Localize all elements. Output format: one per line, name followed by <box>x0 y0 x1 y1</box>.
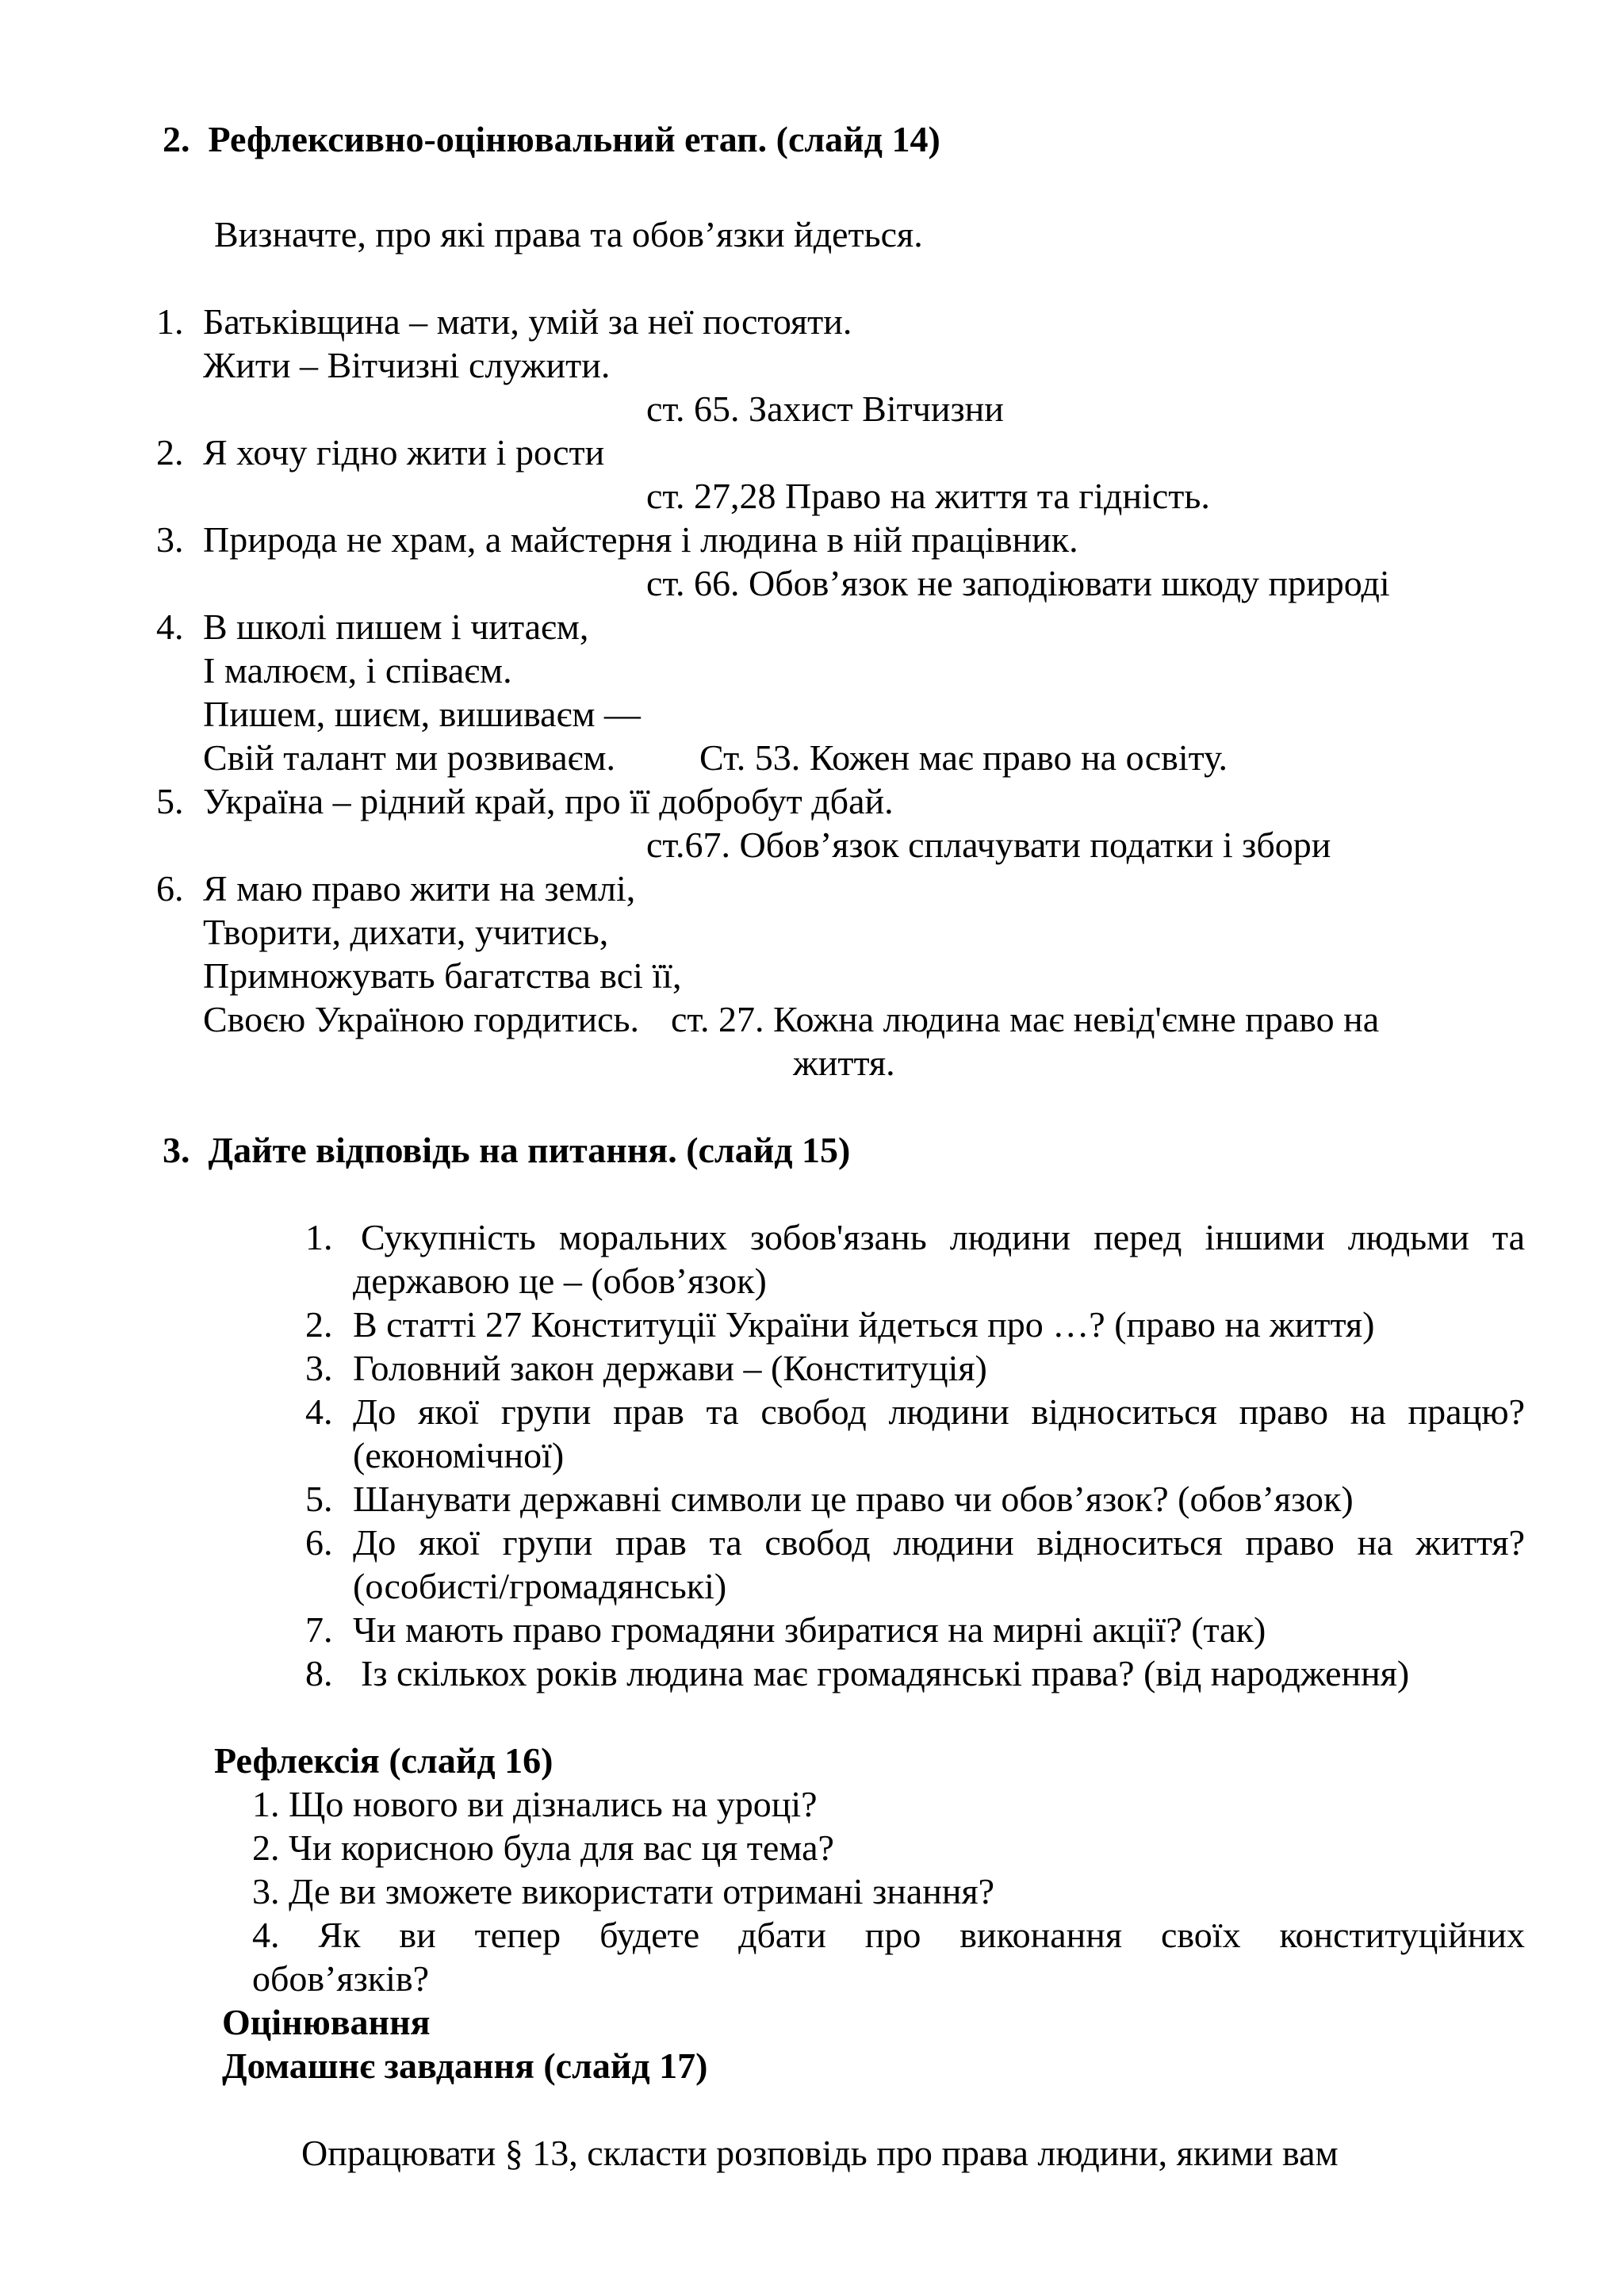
item-4-line-4: Свій талант ми розвиваєм. <box>203 737 615 778</box>
reflection-item-3: 3. Де ви зможете використати отримані знання? <box>252 1871 995 1911</box>
item-3-number: 3. <box>156 519 184 560</box>
item-6-line-1: Я маю право жити на землі, <box>203 868 636 909</box>
reflection-item-4-line-2: обов’язків? <box>252 1958 430 1999</box>
question-6-line-1: До якої групи прав та свобод людини відноситься право на життя? <box>353 1522 1525 1563</box>
question-7-number: 7. <box>305 1609 333 1650</box>
reflection-item-4-line-1: 4. Як ви тепер будете дбати про виконання своїх конституційних <box>252 1915 1525 1955</box>
section-3-title: Дайте відповідь на питання. (слайд 15) <box>208 1130 851 1170</box>
homework-title: Домашнє завдання (слайд 17) <box>222 2045 708 2086</box>
item-6-number: 6. <box>156 868 184 909</box>
item-2-line-1: Я хочу гідно жити і рости <box>203 432 605 473</box>
item-5-line-1: Україна – рідний край, про її добробут дбай. <box>203 781 894 821</box>
question-5-line-1: Шанувати державні символи це право чи обов’язок? (обов’язок) <box>353 1479 1354 1519</box>
item-2-number: 2. <box>156 432 184 473</box>
section-2-number: 2. <box>163 119 190 159</box>
section-2-heading <box>163 117 940 161</box>
item-1-line-2: Жити – Вітчизні служити. <box>203 345 611 385</box>
question-6-number: 6. <box>305 1522 333 1563</box>
question-4-line-1: До якої групи прав та свобод людини відноситься право на працю? <box>353 1391 1525 1432</box>
question-8-number: 8. <box>305 1653 333 1693</box>
item-4-answer: Ст. 53. Кожен має право на освіту. <box>699 737 1228 778</box>
question-3-line-1: Головний закон держави – (Конституція) <box>353 1348 987 1388</box>
item-3-answer: ст. 66. Обов’язок не заподіювати шкоду природі <box>646 563 1390 603</box>
question-1-line-2: державою це – (обов’язок) <box>353 1261 767 1301</box>
item-2-answer: ст. 27,28 Право на життя та гідність. <box>646 476 1210 516</box>
question-5-number: 5. <box>305 1479 333 1519</box>
question-2-number: 2. <box>305 1304 333 1345</box>
item-1-number: 1. <box>156 301 184 342</box>
section-3-heading <box>163 1128 850 1172</box>
item-6-line-4: Своєю Україною гордитись. <box>203 999 640 1039</box>
section-2-title: Рефлексивно-оцінювальний етап <box>208 119 758 159</box>
homework-text: Опрацювати § 13, скласти розповідь про права людини, якими вам <box>301 2133 1339 2173</box>
question-4-line-2: (економічної) <box>353 1435 565 1475</box>
question-4-number: 4. <box>305 1391 333 1432</box>
item-4-number: 4. <box>156 607 184 647</box>
item-6-answer: ст. 27. Кожна людина має невід'ємне право на <box>671 999 1380 1039</box>
item-3-line-1: Природа не храм, а майстерня і людина в ній працівник. <box>203 519 1078 560</box>
evaluation-title: Оцінювання <box>222 2002 431 2042</box>
reflection-title: Рефлексія (слайд 16) <box>214 1740 553 1781</box>
item-6-answer-continued: життя. <box>793 1043 895 1083</box>
section-2-intro: Визначте, про які права та обов’язки йдеться. <box>214 214 923 254</box>
question-1-line-1: Сукупність моральних зобов'язань людини перед іншими людьми та <box>361 1217 1525 1257</box>
item-4-line-2: І малюєм, і співаєм. <box>203 650 512 691</box>
item-6-line-3: Примножувать багатства всі її, <box>203 955 682 996</box>
item-4-line-1: В школі пишем і читаєм, <box>203 607 589 647</box>
question-7-line-1: Чи мають право громадяни збиратися на мирні акції? (так) <box>353 1609 1266 1650</box>
item-1-answer: ст. 65. Захист Вітчизни <box>646 388 1004 429</box>
question-3-number: 3. <box>305 1348 333 1388</box>
question-6-line-2: (особисті/громадянські) <box>353 1566 727 1606</box>
item-4-line-3: Пишем, шиєм, вишиваєм — <box>203 694 641 734</box>
reflection-item-2: 2. Чи корисною була для вас ця тема? <box>252 1827 834 1868</box>
question-2-line-1: В статті 27 Конституції України йдеться про …? (право на життя) <box>353 1304 1375 1345</box>
section-2-title-tail: . (слайд 14) <box>757 119 940 159</box>
item-5-answer: ст.67. Обов’язок сплачувати податки і збори <box>646 825 1331 865</box>
question-1-number: 1. <box>305 1217 333 1257</box>
reflection-item-1: 1. Що нового ви дізнались на уроці? <box>252 1784 818 1824</box>
question-8-line-1: Із скількох років людина має громадянські права? (від народження) <box>361 1653 1410 1693</box>
item-1-line-1: Батьківщина – мати, умій за неї постояти. <box>203 301 852 342</box>
section-3-number: 3. <box>163 1130 190 1170</box>
item-5-number: 5. <box>156 781 184 821</box>
item-6-line-2: Творити, дихати, учитись, <box>203 912 609 952</box>
